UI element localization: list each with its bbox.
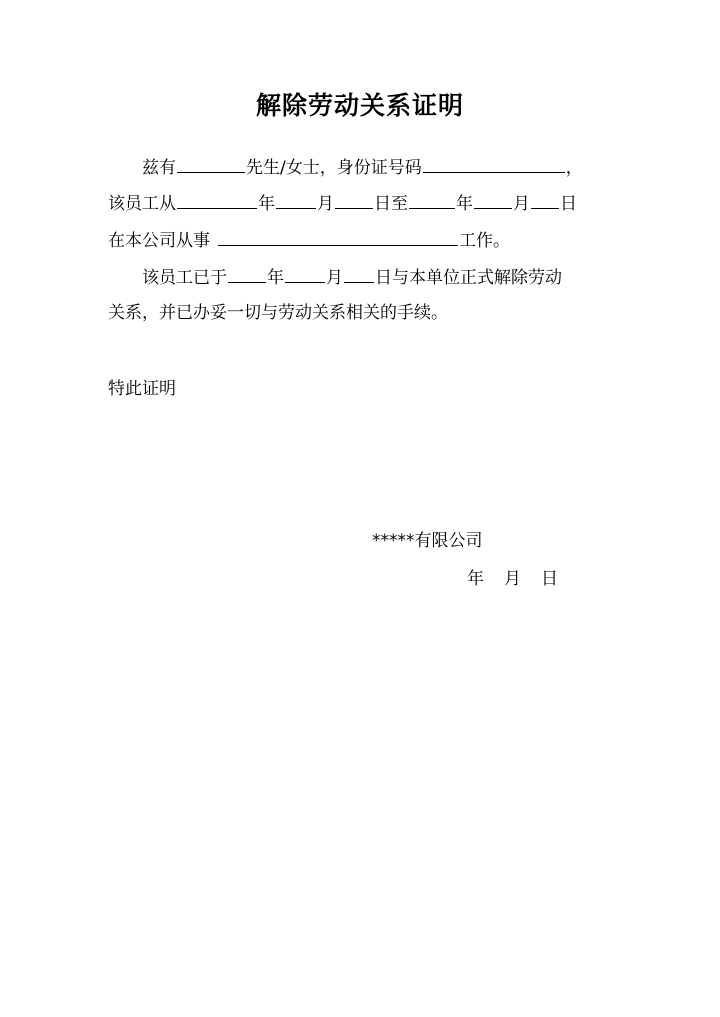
text-comma: ， — [565, 158, 583, 178]
date-year: 年 — [467, 569, 484, 589]
termination-day-blank[interactable] — [344, 263, 374, 283]
termination-year-blank[interactable] — [228, 263, 266, 283]
name-blank[interactable] — [177, 153, 245, 173]
start-month-blank[interactable] — [276, 189, 316, 209]
date-day: 日 — [541, 569, 558, 589]
text-gongzuo: 工作。 — [459, 231, 510, 251]
text-yue-1: 月 — [317, 194, 334, 214]
paragraph-2-line-1 — [108, 263, 618, 289]
text-ri: 日 — [560, 194, 577, 214]
position-blank[interactable] — [218, 226, 458, 246]
start-year-blank[interactable] — [177, 189, 257, 209]
termination-month-blank[interactable] — [285, 263, 325, 283]
end-year-blank[interactable] — [409, 189, 455, 209]
id-number-blank[interactable] — [423, 153, 565, 173]
document-title: 解除劳动关系证明 — [255, 91, 464, 120]
start-day-blank[interactable] — [335, 189, 373, 209]
text-nian-3: 年 — [267, 268, 284, 288]
text-nian-1: 年 — [258, 194, 275, 214]
text-yue-2: 月 — [513, 194, 530, 214]
paragraph-2-line-2 — [108, 300, 618, 326]
text-zi-you: 兹有 — [142, 158, 176, 178]
text-gai-yuangong-yi-yu: 该员工已于 — [142, 268, 227, 288]
text-p2-line2: 关系，并已办妥一切与劳动关系相关的手续。 — [108, 303, 448, 323]
end-day-blank[interactable] — [531, 189, 559, 209]
date-month: 月 — [504, 569, 521, 589]
paragraph-1-line-1 — [108, 153, 618, 179]
paragraph-1-line-2 — [108, 189, 618, 215]
text-gai-yuangong-cong: 该员工从 — [108, 194, 176, 214]
company-name: *****有限公司 — [372, 531, 483, 551]
text-ri-zhi: 日至 — [374, 194, 408, 214]
end-month-blank[interactable] — [474, 189, 512, 209]
paragraph-1-line-3 — [108, 226, 618, 252]
text-zai-ben-gongsi: 在本公司从事 — [108, 231, 210, 251]
text-yue-3: 月 — [326, 268, 343, 288]
text-ri-tail: 日与本单位正式解除劳动 — [375, 268, 562, 288]
text-nian-2: 年 — [456, 194, 473, 214]
closing-text: 特此证明 — [108, 379, 176, 399]
text-xiansheng-nvshi: 先生/女士，身份证号码 — [246, 158, 422, 178]
signature-date — [467, 566, 558, 592]
